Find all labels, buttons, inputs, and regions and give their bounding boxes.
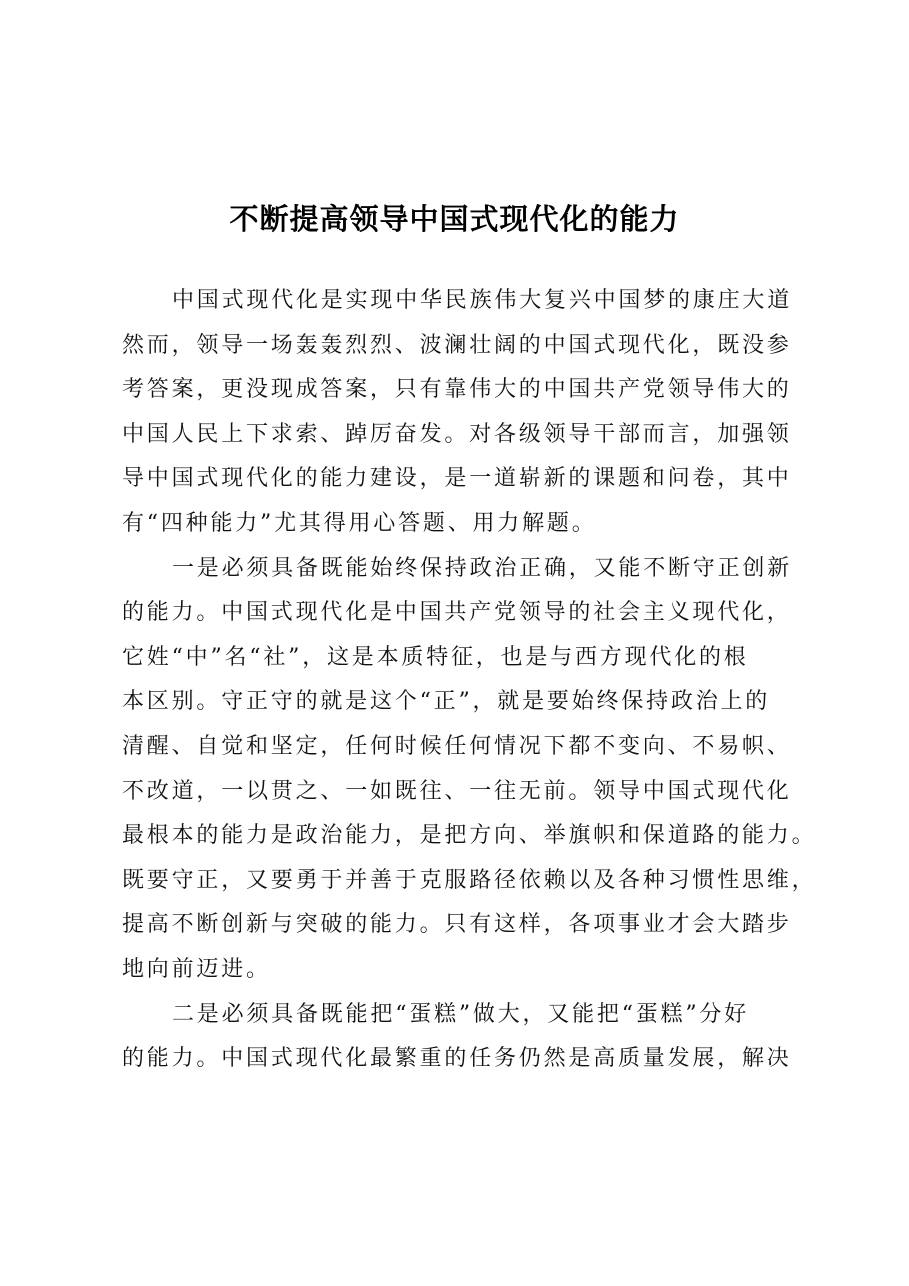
text-line: 清醒、自觉和坚定，任何时候任何情况下都不变向、不易帜、 [122, 733, 792, 759]
text-line: 二是必须具备既能把“蛋糕”做大，又能把“蛋糕”分好 [172, 1001, 749, 1027]
text-line: 本区别。守正守的就是这个“正”，就是要始终保持政治上的 [122, 689, 771, 715]
text-line: 导中国式现代化的能力建设，是一道崭新的课题和问卷，其中 [122, 466, 792, 492]
document-title: 不断提高领导中国式现代化的能力 [229, 202, 680, 236]
text-line: 既要守正，又要勇于并善于克服路径依赖以及各种习惯性思维， [122, 867, 817, 893]
text-line: 它姓“中”名“社”，这是本质特征，也是与西方现代化的根 [122, 644, 749, 670]
text-line: 中国人民上下求索、踔厉奋发。对各级领导干部而言，加强领 [122, 421, 792, 447]
text-line: 有“四种能力”尤其得用心答题、用力解题。 [122, 510, 597, 536]
text-line: 最根本的能力是政治能力，是把方向、举旗帜和保道路的能力。 [122, 823, 817, 849]
text-line: 考答案，更没现成答案，只有靠伟大的中国共产党领导伟大的 [122, 377, 792, 403]
text-line: 的能力。中国式现代化最繁重的任务仍然是高质量发展，解决 [122, 1046, 792, 1072]
text-line: 地向前迈进。 [122, 956, 271, 982]
text-line: 一是必须具备既能始终保持政治正确，又能不断守正创新 [172, 555, 793, 581]
text-line: 然而，领导一场轰轰烈烈、波澜壮阔的中国式现代化，既没参 [122, 332, 792, 358]
document-body [122, 279, 817, 1082]
text-line: 不改道，一以贯之、一如既往、一往无前。领导中国式现代化 [122, 778, 792, 804]
text-line: 中国式现代化是实现中华民族伟大复兴中国梦的康庄大道 [172, 288, 793, 313]
text-line: 提高不断创新与突破的能力。只有这样，各项事业才会大踏步 [122, 912, 792, 938]
text-line: 的能力。中国式现代化是中国共产党领导的社会主义现代化， [122, 600, 792, 626]
